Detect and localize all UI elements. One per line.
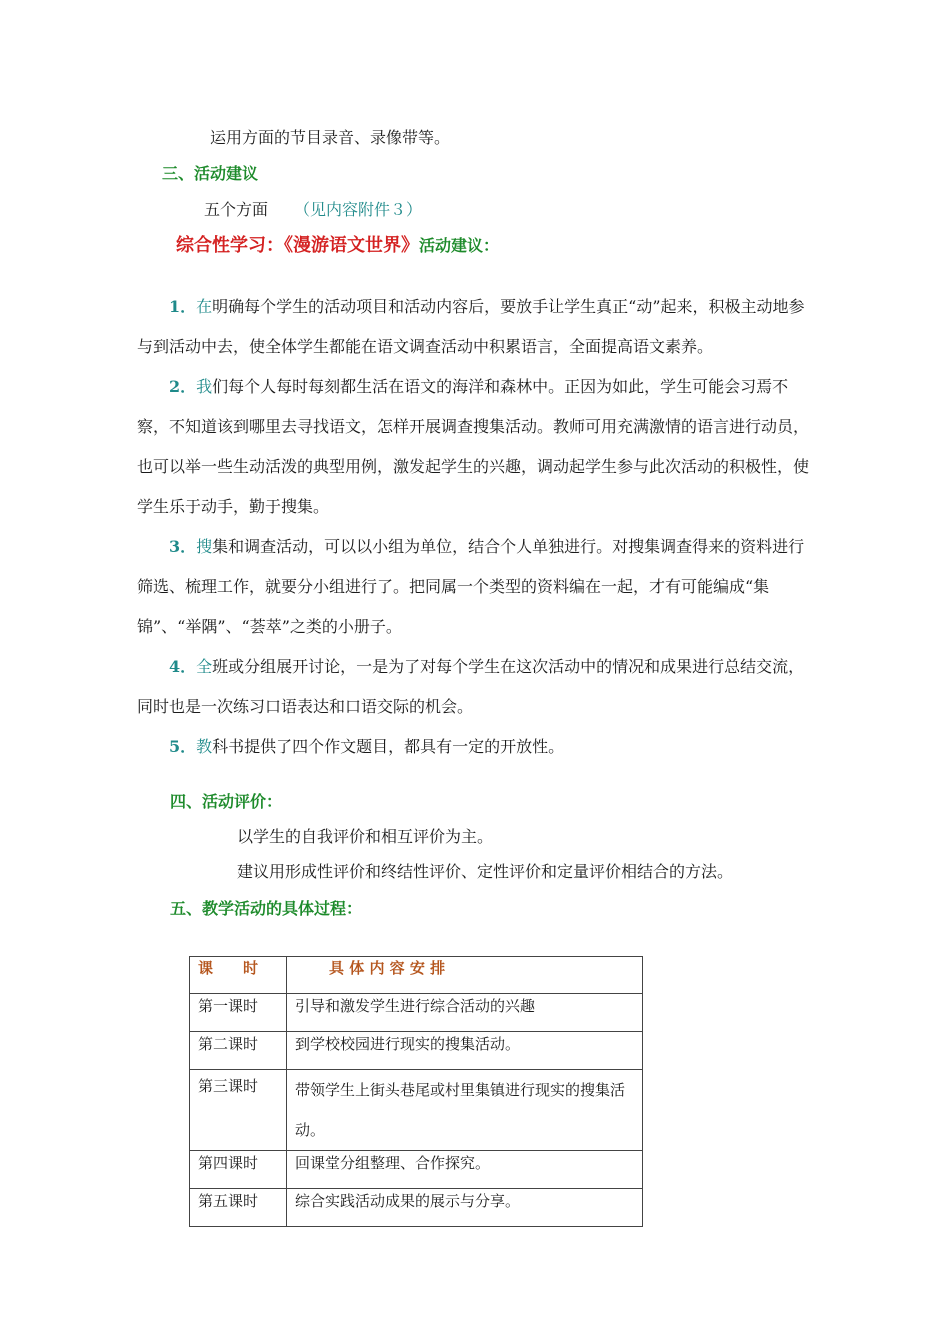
item-first-char: 我: [196, 377, 213, 396]
item-text: 科书提供了四个作文题目，都具有一定的开放性。: [212, 737, 565, 756]
table-row: [190, 1032, 643, 1070]
table-row: [190, 1189, 643, 1227]
schedule-table: [189, 956, 643, 1227]
section-3-line: [204, 200, 422, 220]
item-first-char: 在: [196, 297, 213, 316]
suggestion-item: [137, 647, 817, 727]
suggestion-item: [137, 727, 817, 767]
item-first-char: 全: [196, 657, 213, 676]
item-number: 4．: [169, 657, 197, 676]
section-3-note: （见内容附件３）: [294, 200, 423, 219]
section-3-heading: 三、活动建议: [162, 164, 259, 183]
page-title: [176, 234, 499, 258]
suggestion-list: [137, 287, 817, 767]
item-number: 5．: [169, 737, 197, 756]
period-cell: 第一课时: [190, 994, 287, 1032]
suggestion-item: [137, 367, 817, 527]
table-row: [190, 994, 643, 1032]
section-3-text: 五个方面: [204, 200, 269, 219]
item-number: 1．: [169, 297, 197, 316]
table-row: [190, 1070, 643, 1151]
period-cell: 第五课时: [190, 1189, 287, 1227]
item-text: 集和调查活动，可以以小组为单位，结合个人单独进行。对搜集调查得来的资料进行筛选、梳理工作，就要分小组进行了。把同属一个类型的资料编在一起，才有可能编成“集锦”、“举隅”、“荟萃”之类的小册子。: [137, 537, 805, 636]
section-5-heading: 五、教学活动的具体过程：: [170, 899, 363, 918]
title-prefix: 综合性学习：《漫游语文世界》: [176, 235, 419, 256]
title-suffix: 活动建议：: [419, 236, 500, 255]
content-cell: 综合实践活动成果的展示与分享。: [287, 1189, 643, 1227]
period-cell: 第四课时: [190, 1151, 287, 1189]
item-first-char: 搜: [196, 537, 213, 556]
content-cell: 带领学生上街头巷尾或村里集镇进行现实的搜集活动。: [287, 1070, 643, 1151]
section-4-heading: 四、活动评价：: [170, 792, 283, 811]
content-cell: 到学校校园进行现实的搜集活动。: [287, 1032, 643, 1070]
content-cell: 回课堂分组整理、合作探究。: [287, 1151, 643, 1189]
header-content: 具 体 内 容 安 排: [287, 957, 643, 994]
section-4-line-1: 以学生的自我评价和相互评价为主。: [237, 827, 494, 846]
item-text: 班或分组展开讨论，一是为了对每个学生在这次活动中的情况和成果进行总结交流，同时也是一次练习口语表达和口语交际的机会。: [137, 657, 805, 716]
item-text: 明确每个学生的活动项目和活动内容后，要放手让学生真正“动”起来，积极主动地参与到活动中去，使全体学生都能在语文调查活动中积累语言，全面提高语文素养。: [137, 297, 805, 356]
section-4-line-2: 建议用形成性评价和终结性评价、定性评价和定量评价相结合的方法。: [237, 862, 734, 881]
intro-line: 运用方面的节目录音、录像带等。: [210, 128, 451, 147]
item-number: 2．: [169, 377, 197, 396]
item-first-char: 教: [196, 737, 213, 756]
period-cell: 第二课时: [190, 1032, 287, 1070]
header-period: 课 时: [190, 957, 287, 994]
suggestion-item: [137, 527, 817, 647]
content-cell: 引导和激发学生进行综合活动的兴趣: [287, 994, 643, 1032]
period-cell: 第三课时: [190, 1070, 287, 1151]
table-row: [190, 1151, 643, 1189]
item-number: 3．: [169, 537, 197, 556]
item-text: 们每个人每时每刻都生活在语文的海洋和森林中。正因为如此，学生可能会习焉不察，不知道该到哪里去寻找语文，怎样开展调查搜集活动。教师可用充满激情的语言进行动员，也可以举一些生动活泼的典型用例，激发起学生的兴趣，调动起学生参与此次活动的积极性，使学生乐于动手，勤于搜集。: [137, 377, 810, 516]
suggestion-item: [137, 287, 817, 367]
table-header-row: [190, 957, 643, 994]
